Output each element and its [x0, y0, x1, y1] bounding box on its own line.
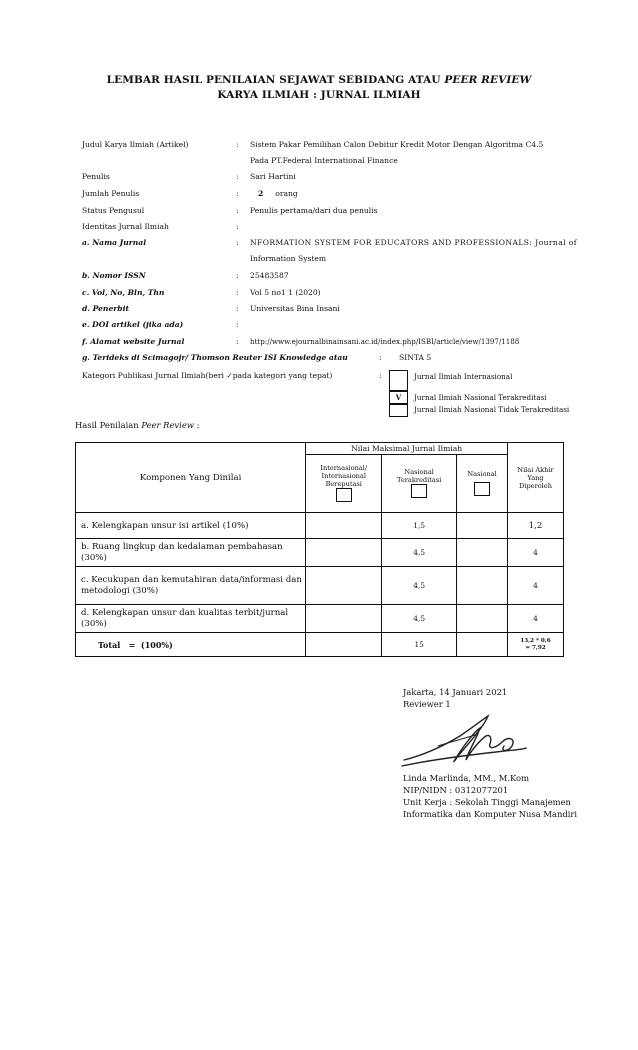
total-label: Total = (100%)	[76, 633, 306, 657]
kategori-label-internasional: Jurnal Ilmiah Internasional	[414, 372, 513, 381]
total-nasional-terakreditasi: 15	[382, 633, 457, 657]
kategori-box-nasional-terakreditasi: V	[389, 391, 408, 404]
nilai-akhir: 4	[508, 539, 564, 567]
komponen-cell: a. Kelengkapan unsur isi artikel (10%)	[76, 513, 306, 539]
total-row	[76, 633, 564, 657]
document-title	[0, 74, 638, 86]
table-row	[76, 605, 564, 633]
table-row	[76, 567, 564, 605]
header-internasional: Internasional/ Internasional Bereputasi	[306, 455, 382, 513]
reviewer-name: Linda Marlinda, MM., M.Kom	[403, 773, 530, 783]
jumlah-value: 2	[258, 189, 264, 198]
terindeks-value: SINTA 5	[399, 353, 432, 362]
header-komponen: Komponen Yang Dinilai	[76, 443, 306, 513]
reviewer-nip: NIP/NIDN : 0312077201	[403, 785, 509, 795]
kategori-box-nasional-tidak-terakreditasi	[389, 404, 408, 417]
alamat-value: http://www.ejournalbinainsani.ac.id/index.php/ISBI/article/view/1397/1188	[250, 337, 520, 346]
header-nasional-terakreditasi: Nasional Terakreditasi	[382, 455, 457, 513]
title-line1: LEMBAR HASIL PENILAIAN SEJAWAT SEBIDANG ATAU	[106, 74, 441, 86]
kategori-box-internasional	[389, 370, 408, 391]
nilai-nasional-terakreditasi: 4,5	[382, 605, 457, 633]
nilai-nasional-terakreditasi: 4,5	[382, 567, 457, 605]
nama-jurnal-value-1: NFORMATION SYSTEM FOR EDUCATORS AND PROFESSIONALS: Journal of	[250, 238, 577, 247]
kategori-label-nasional-tidak-terakreditasi: Jurnal Ilmiah Nasional Tidak Terakreditasi	[414, 405, 570, 414]
document-subtitle: KARYA ILMIAH : JURNAL ILMIAH	[217, 89, 421, 101]
header-nasional: Nasional	[457, 455, 508, 513]
status-value: Penulis pertama/dari dua penulis	[250, 206, 378, 215]
assessment-table	[75, 442, 564, 657]
nilai-akhir: 4	[508, 605, 564, 633]
place-date: Jakarta, 14 Januari 2021	[403, 687, 508, 697]
penulis-value: Sari Hartini	[250, 172, 296, 181]
header-nilai-maksimal: Nilai Maksimal Jurnal Ilmiah	[306, 443, 508, 455]
header-nilai-akhir: Nilai Akhir Yang Diperoleh	[508, 443, 564, 513]
nilai-nasional-terakreditasi: 4,5	[382, 539, 457, 567]
table-row	[76, 539, 564, 567]
checkbox-internasional	[336, 488, 352, 502]
judul-value-1: Sistem Pakar Pemilihan Calon Debitur Kredit Motor Dengan Algoritma C4.5	[250, 140, 544, 149]
hasil-heading: Hasil Penilaian Peer Review :	[75, 420, 200, 430]
reviewer-unit-2: Informatika dan Komputer Nusa Mandiri	[403, 809, 578, 819]
nama-jurnal-value-2: Information System	[250, 254, 327, 263]
judul-value-2: Pada PT.Federal International Finance	[250, 156, 398, 165]
nilai-akhir: 1,2	[508, 513, 564, 539]
table-row	[76, 513, 564, 539]
issn-value: 25483587	[250, 271, 289, 280]
checkbox-nasional-terakreditasi	[411, 484, 427, 498]
total-nilai-akhir: 13,2 * 0,6 = 7,92	[508, 633, 564, 657]
reviewer-label: Reviewer 1	[403, 699, 451, 709]
reviewer-signature	[400, 712, 530, 768]
penerbit-value: Universitas Bina Insani	[250, 304, 340, 313]
reviewer-unit-1: Unit Kerja : Sekolah Tinggi Manajemen	[403, 797, 571, 807]
komponen-cell: c. Kecukupan dan kemutahiran data/informasi dan metodologi (30%)	[76, 567, 306, 605]
checkbox-nasional	[474, 482, 490, 496]
komponen-cell: b. Ruang lingkup dan kedalaman pembahasan (30%)	[76, 539, 306, 567]
kategori-label-nasional-terakreditasi: Jurnal Ilmiah Nasional Terakreditasi	[414, 393, 547, 402]
komponen-cell: d. Kelengkapan unsur dan kualitas terbit/jurnal (30%)	[76, 605, 306, 633]
nilai-akhir: 4	[508, 567, 564, 605]
judul-label: Judul Karya Ilmiah (Artikel)	[82, 140, 189, 149]
title-peer-review: PEER REVIEW	[444, 74, 532, 86]
vol-value: Vol 5 no1 1 (2020)	[250, 288, 321, 297]
nilai-nasional-terakreditasi: 1,5	[382, 513, 457, 539]
